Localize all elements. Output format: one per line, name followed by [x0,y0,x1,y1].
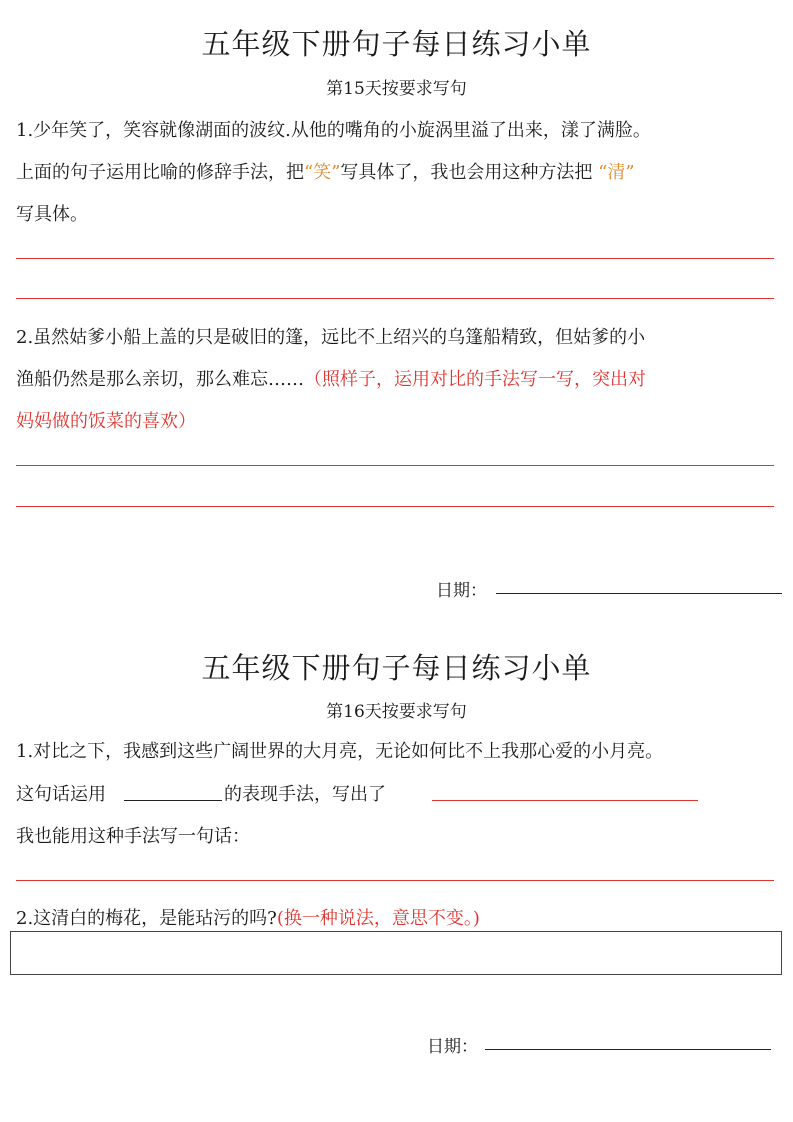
question-2-sentence: 渔船仍然是那么亲切，那么难忘…… [16,369,304,390]
date-field[interactable] [496,593,782,594]
question-2-sentence: 2.这清白的梅花，是能玷污的吗? [16,908,277,929]
answer-line[interactable] [16,258,774,259]
question-1-blank-prompt-a: 这句话运用 [16,784,106,805]
question-2-text [16,904,480,930]
page-title-day16: 五年级下册句子每日练习小单 [201,651,592,685]
question-1-text: 1.对比之下，我感到这些广阔世界的大月亮，无论如何比不上我那心爱的小月亮。 [16,741,664,762]
date-label: 日期： [436,581,487,601]
answer-line[interactable] [16,298,774,299]
highlight-word-qing: “清” [598,162,635,183]
question-1-text: 1.少年笑了，笑容就像湖面的波纹.从他的嘴角的小旋涡里溢了出来，漾了满脸。 [16,120,651,141]
question-1-blank-prompt-b: 的表现手法，写出了 [224,784,386,805]
highlight-word-xiao: “笑” [304,162,341,183]
question-2-instruction: (换一种说法，意思不变。) [276,908,480,929]
question-2-text: 2.虽然姑爹小船上盖的只是破旧的篷，远比不上绍兴的乌篷船精致，但姑爹的小 [16,327,646,348]
fill-blank-technique[interactable] [124,800,222,801]
page-title-day15: 五年级下册句子每日练习小单 [201,27,592,61]
question-1-instruction-end: 写具体。 [16,204,88,225]
subtitle-day16: 第16天按要求写句 [326,702,467,722]
answer-line[interactable] [16,880,774,881]
question-1-instruction [16,158,635,184]
question-2-instruction: （照样子，运用对比的手法写一写，突出对 [304,369,646,390]
question-2-text-line2 [16,365,646,391]
answer-box[interactable] [10,931,782,975]
answer-line[interactable] [16,465,774,466]
date-label: 日期： [427,1037,478,1057]
answer-line[interactable] [16,506,774,507]
date-field[interactable] [485,1049,771,1050]
instruction-part: 写具体了，我也会用这种方法把 [340,162,599,183]
question-2-instruction-end: 妈妈做的饭菜的喜欢） [16,411,196,432]
fill-blank-effect[interactable] [432,800,698,801]
question-1-instruction: 我也能用这种手法写一句话： [16,826,250,847]
instruction-part: 上面的句子运用比喻的修辞手法，把 [16,162,304,183]
subtitle-day15: 第15天按要求写句 [326,79,467,99]
